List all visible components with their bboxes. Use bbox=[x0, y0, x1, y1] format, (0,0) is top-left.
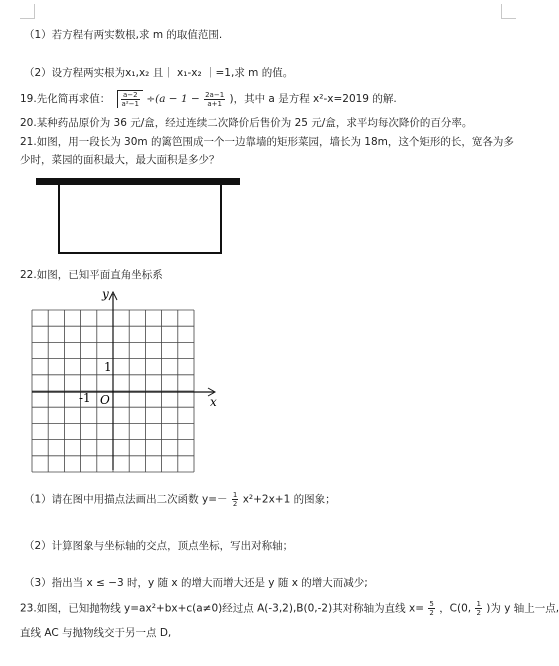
question-23-line-1 bbox=[20, 600, 559, 617]
fraction-numerator: a−2 bbox=[121, 91, 140, 100]
fraction-denominator: 2 bbox=[476, 609, 481, 617]
page-corner-mark-right bbox=[501, 4, 516, 19]
origin-label: O bbox=[100, 393, 110, 407]
question-22-part-2: （2）计算图象与坐标轴的交点，顶点坐标，写出对称轴； bbox=[24, 540, 294, 552]
fence-rectangle-diagram bbox=[58, 184, 222, 254]
fraction-one-half-c bbox=[475, 600, 481, 617]
fraction-2a-minus-1-over-a-plus-1 bbox=[204, 91, 225, 108]
page-corner-mark-left bbox=[20, 4, 35, 19]
question-19-suffix: )，其中 a 是方程 x²-x=2019 的解. bbox=[229, 93, 397, 105]
question-19-middle: ÷(a − 1 − bbox=[146, 93, 204, 105]
question-21-line-1: 21.如图，用一段长为 30m 的篱笆围成一个一边靠墙的矩形菜园，墙长为 18m，这个矩形的长，宽各为多 bbox=[20, 136, 514, 148]
fraction-denominator: 2 bbox=[429, 609, 434, 617]
question-23-prefix: 23.如图，已知抛物线 y=ax²+bx+c(a≠0)经过点 A(-3,2),B(0,-2)其对称轴为直线 x= bbox=[20, 602, 425, 615]
fraction-a-minus-2-over-a2-minus-1 bbox=[121, 91, 140, 108]
question-19 bbox=[20, 90, 397, 108]
question-21-line-2: 少时，菜园的面积最大，最大面积是多少？ bbox=[20, 154, 220, 166]
fraction-numerator: 5 bbox=[429, 600, 434, 608]
y-axis-label: y bbox=[102, 287, 109, 301]
fraction-numerator: 1 bbox=[232, 491, 238, 499]
fraction-five-halves bbox=[428, 600, 434, 617]
question-20: 20.某种药品原价为 36 元/盒，经过连续二次降价后售价为 25 元/盒，求平均每次降价的百分率。 bbox=[20, 117, 473, 129]
fraction-denominator: a+1 bbox=[207, 99, 222, 108]
fraction-numerator: 1 bbox=[476, 600, 481, 608]
question-1-part-2: （2）设方程两实根为x₁,x₂ 且｜ x₁-x₂ ｜=1,求 m 的值。 bbox=[24, 67, 294, 79]
fraction-denominator: 2 bbox=[232, 500, 238, 508]
question-22-part-3: （3）指出当 x ≤ −3 时，y 随 x 的增大而增大还是 y 随 x 的增大而减少; bbox=[24, 577, 368, 589]
y-tick-label-1: 1 bbox=[104, 360, 112, 374]
x-axis-label: x bbox=[210, 395, 217, 409]
question-22-part-1-prefix: （1）请在图中用描点法画出二次函数 y=－ bbox=[24, 493, 228, 506]
question-22-title: 22.如图，已知平面直角坐标系 bbox=[20, 269, 163, 281]
question-23-suffix: )为 y 轴上一点, bbox=[486, 602, 559, 615]
question-22-part-1 bbox=[24, 491, 336, 508]
question-22-part-1-suffix: x²+2x+1 的图象； bbox=[242, 493, 336, 506]
question-23-middle: ，C(0, bbox=[439, 602, 472, 615]
question-1-part-1: （1）若方程有两实数根,求 m 的取值范围. bbox=[24, 29, 223, 41]
fraction-numerator: 2a−1 bbox=[205, 90, 225, 99]
question-19-prefix: 19.先化简再求值： bbox=[20, 93, 111, 105]
fraction-denominator: a²−1 bbox=[121, 100, 139, 108]
x-tick-label-minus-1: -1 bbox=[79, 391, 91, 405]
coordinate-grid bbox=[24, 288, 224, 478]
question-23-line-2: 直线 AC 与抛物线交于另一点 D, bbox=[20, 627, 172, 639]
sqrt-expression bbox=[117, 90, 143, 108]
fraction-one-half bbox=[232, 491, 238, 508]
